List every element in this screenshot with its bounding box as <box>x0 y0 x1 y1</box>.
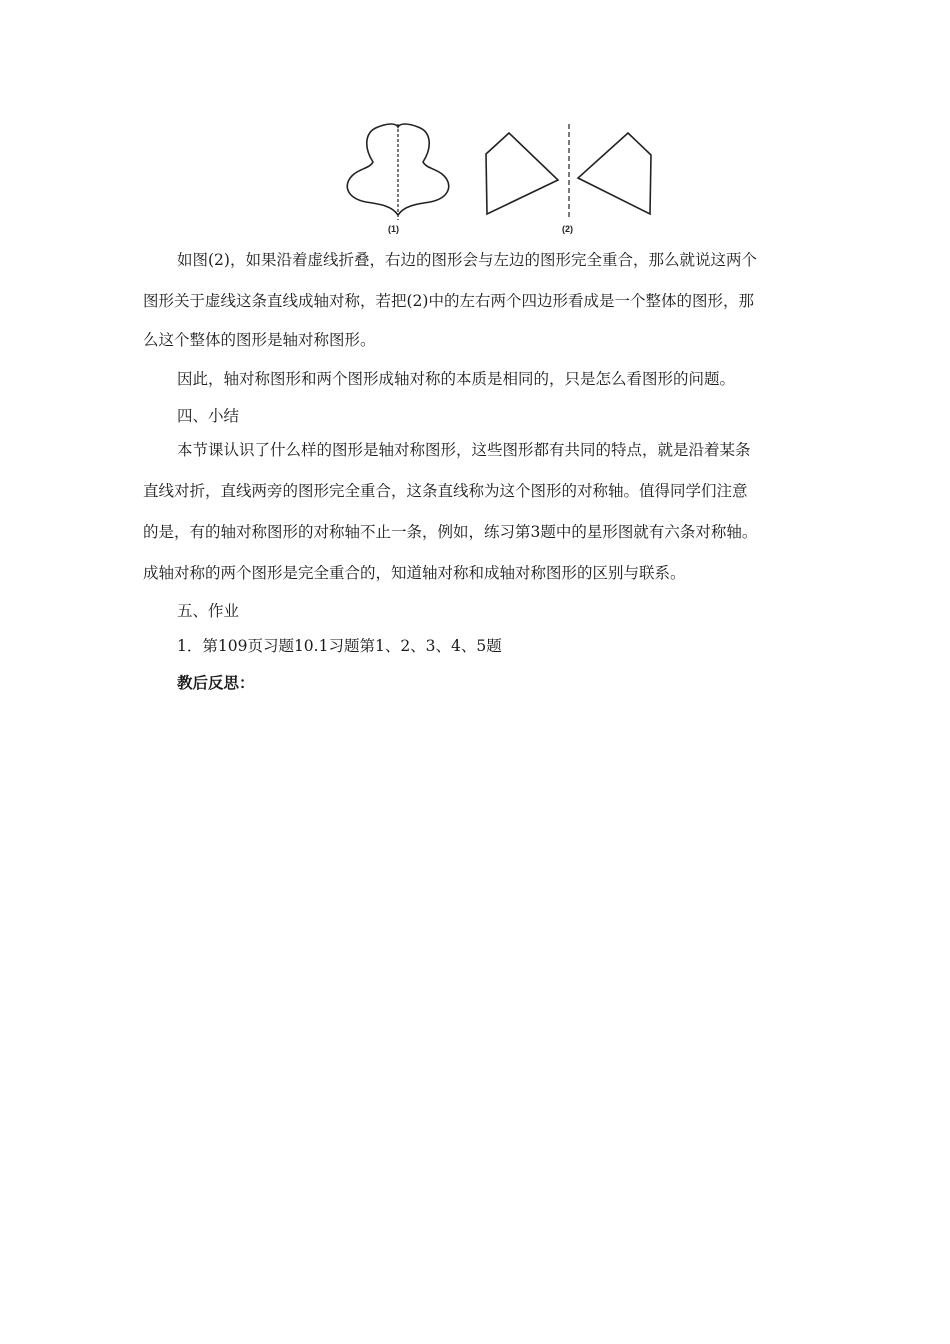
paragraph-1-line-3: 么这个整体的图形是轴对称图形。 <box>143 331 376 349</box>
homework-item-1: 1．第109页习题10.1习题第1、2、3、4、5题 <box>177 637 502 655</box>
section-heading-summary: 四、小结 <box>177 407 240 425</box>
paragraph-3-line-1: 本节课认识了什么样的图形是轴对称图形，这些图形都有共同的特点，就是沿着某条 <box>177 441 751 459</box>
section-heading-homework: 五、作业 <box>177 602 240 620</box>
quadrilateral-left <box>486 133 558 214</box>
figure-label-1: (1) <box>388 224 399 234</box>
paragraph-1-line-2: 图形关于虚线这条直线成轴对称，若把(2)中的左右两个四边形看成是一个整体的图形，那 <box>143 292 754 310</box>
quadrilateral-right <box>578 133 651 214</box>
symmetry-figure-svg <box>340 118 670 238</box>
paragraph-3-line-2: 直线对折，直线两旁的图形完全重合，这条直线称为这个图形的对称轴。值得同学们注意 <box>143 482 748 500</box>
symmetry-figure <box>340 118 670 238</box>
figure-label-2: (2) <box>562 224 573 234</box>
paragraph-2: 因此，轴对称图形和两个图形成轴对称的本质是相同的，只是怎么看图形的问题。 <box>177 370 736 388</box>
paragraph-3-line-4: 成轴对称的两个图形是完全重合的，知道轴对称和成轴对称图形的区别与联系。 <box>143 564 686 582</box>
reflection-heading: 教后反思： <box>177 673 255 692</box>
paragraph-3-line-3: 的是，有的轴对称图形的对称轴不止一条，例如，练习第3题中的星形图就有六条对称轴。 <box>143 523 758 541</box>
paragraph-1-line-1: 如图(2)，如果沿着虚线折叠，右边的图形会与左边的图形完全重合，那么就说这两个 <box>177 251 757 269</box>
